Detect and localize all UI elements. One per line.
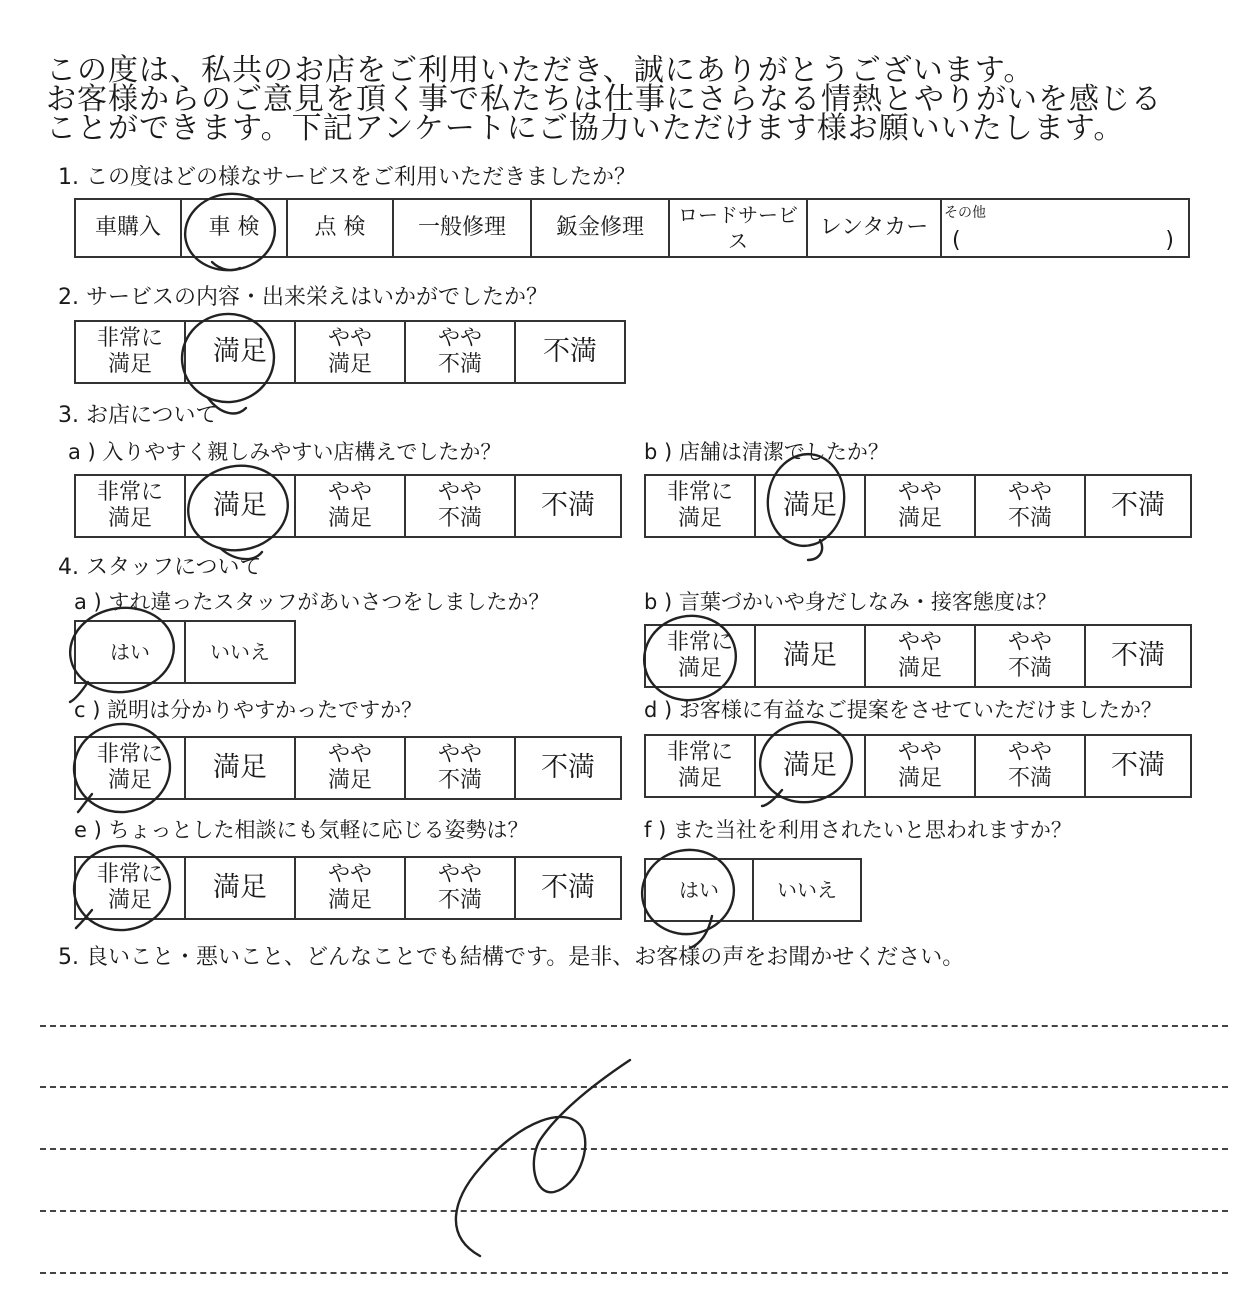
option-text: やや [897, 630, 942, 655]
stroke-mark [808, 540, 822, 560]
question-4d-label: d ) お客様に有益なご提案をさせていただけましたか？ [644, 698, 1162, 722]
option-yes[interactable]: はい [76, 622, 186, 682]
intro-text [46, 53, 1236, 146]
option-somewhat-dissatisfied[interactable] [976, 626, 1086, 686]
option-checkup[interactable]: 点 検 [288, 200, 394, 256]
question-3a-label: a ) 入りやすく親しみやすい店構えでしたか？ [68, 440, 502, 464]
option-text: 非常に [666, 740, 733, 765]
option-text: 不満 [1007, 506, 1052, 531]
option-rental-car[interactable]: レンタカー [808, 200, 942, 256]
option-dissatisfied[interactable]: 不満 [541, 752, 595, 783]
option-dissatisfied[interactable]: 不満 [543, 336, 597, 367]
option-text: 満足 [897, 506, 942, 531]
option-text: やや [327, 862, 372, 887]
question-3b-options [644, 474, 1192, 538]
option-somewhat-satisfied[interactable] [866, 736, 976, 796]
option-general-repair[interactable]: 一般修理 [394, 200, 532, 256]
option-text: 満足 [327, 888, 372, 913]
question-2-options [74, 320, 626, 384]
option-text: 非常に [666, 630, 733, 655]
option-somewhat-satisfied[interactable] [296, 476, 406, 536]
stroke-mark [456, 1060, 630, 1256]
option-text: やや [327, 326, 372, 351]
answer-line [40, 1086, 1228, 1088]
question-4b-options [644, 624, 1192, 688]
option-dissatisfied[interactable]: 不満 [1111, 750, 1165, 781]
option-somewhat-dissatisfied[interactable] [976, 476, 1086, 536]
option-text: 満足 [677, 506, 722, 531]
option-satisfied[interactable]: 満足 [186, 738, 296, 798]
option-text: 不満 [437, 768, 482, 793]
option-very-satisfied[interactable] [76, 322, 186, 382]
option-very-satisfied[interactable] [646, 476, 756, 536]
option-text: 満足 [327, 352, 372, 377]
question-4-title: 4. スタッフについて [58, 555, 262, 580]
other-close-paren: ) [1165, 228, 1174, 253]
question-5-title: 5. 良いこと・悪いこと、どんなことでも結構です。是非、お客様の声をお聞かせください。 [58, 945, 965, 970]
option-text: 満足 [327, 506, 372, 531]
question-3-title: 3. お店について [58, 403, 218, 428]
option-road-service[interactable]: ロードサービス [670, 200, 808, 256]
option-somewhat-dissatisfied[interactable] [406, 738, 516, 798]
option-satisfied[interactable]: 満足 [756, 626, 866, 686]
option-text: やや [1007, 630, 1052, 655]
question-4e-options [74, 856, 622, 920]
option-yes[interactable]: はい [646, 860, 754, 920]
option-text: やや [897, 740, 942, 765]
option-somewhat-dissatisfied[interactable] [406, 858, 516, 918]
question-2-title: 2. サービスの内容・出来栄えはいかがでしたか？ [58, 285, 548, 310]
option-text: やや [327, 742, 372, 767]
option-somewhat-dissatisfied[interactable] [406, 322, 516, 382]
stroke-mark [212, 262, 240, 270]
question-4a-label: a ) すれ違ったスタッフがあいさつをしましたか？ [74, 590, 550, 614]
option-no[interactable]: いいえ [210, 640, 270, 664]
question-4c-label: c ) 説明は分かりやすかったですか？ [74, 698, 423, 722]
option-text: 不満 [437, 352, 482, 377]
option-very-satisfied[interactable] [646, 626, 756, 686]
intro-line: お客様からのご意見を頂く事で私たちは仕事にさらなる情熱とやりがいを感じる [46, 82, 1162, 117]
option-dissatisfied[interactable]: 不満 [541, 872, 595, 903]
option-text: 非常に [96, 480, 163, 505]
option-satisfied[interactable]: 満足 [186, 322, 296, 382]
option-text: 不満 [437, 888, 482, 913]
option-text: 満足 [897, 656, 942, 681]
intro-line: この度は、私共のお店をご利用いただき、誠にありがとうございます。 [46, 53, 1035, 88]
question-3a-options [74, 474, 622, 538]
answer-line [40, 1025, 1228, 1027]
answer-line [40, 1148, 1228, 1150]
option-text: 非常に [96, 326, 163, 351]
option-text: 不満 [1007, 766, 1052, 791]
option-text: やや [437, 742, 482, 767]
option-text: 満足 [107, 768, 152, 793]
question-4a-options [74, 620, 296, 684]
option-dissatisfied[interactable]: 不満 [1111, 640, 1165, 671]
question-4f-label: f ) また当社を利用されたいと思われますか？ [644, 818, 1072, 842]
option-text: 非常に [96, 862, 163, 887]
option-text: やや [437, 862, 482, 887]
option-somewhat-dissatisfied[interactable] [406, 476, 516, 536]
option-text: 非常に [96, 742, 163, 767]
option-text: 満足 [677, 766, 722, 791]
option-dissatisfied[interactable]: 不満 [1111, 490, 1165, 521]
option-somewhat-satisfied[interactable] [296, 858, 406, 918]
option-other[interactable] [942, 200, 1188, 256]
question-4c-options [74, 736, 622, 800]
answer-line [40, 1272, 1228, 1274]
question-4b-label: b ) 言葉づかいや身だしなみ・接客態度は？ [644, 590, 1057, 614]
option-inspection[interactable]: 車 検 [182, 200, 288, 256]
question-1-title: 1. この度はどの様なサービスをご利用いただきましたか？ [58, 165, 636, 190]
option-text: 非常に [666, 480, 733, 505]
option-somewhat-dissatisfied[interactable] [976, 736, 1086, 796]
option-text: 満足 [107, 888, 152, 913]
option-somewhat-satisfied[interactable] [866, 476, 976, 536]
option-body-repair[interactable]: 鈑金修理 [532, 200, 670, 256]
option-somewhat-satisfied[interactable] [296, 322, 406, 382]
other-label: その他 [944, 205, 986, 221]
option-somewhat-satisfied[interactable] [866, 626, 976, 686]
other-open-paren: ( [952, 228, 961, 253]
option-satisfied[interactable]: 満足 [756, 736, 866, 796]
option-very-satisfied[interactable] [646, 736, 756, 796]
option-text: やや [897, 480, 942, 505]
option-very-satisfied[interactable] [76, 476, 186, 536]
option-text: 満足 [327, 768, 372, 793]
question-4e-label: e ) ちょっとした相談にも気軽に応じる姿勢は？ [74, 818, 529, 842]
question-1-options [74, 198, 1190, 258]
option-no[interactable]: いいえ [777, 878, 837, 902]
option-text: やや [437, 326, 482, 351]
option-text: 満足 [897, 766, 942, 791]
option-text: やや [1007, 740, 1052, 765]
option-text: 不満 [437, 506, 482, 531]
option-satisfied[interactable]: 満足 [186, 858, 296, 918]
option-satisfied[interactable]: 満足 [756, 476, 866, 536]
question-4d-options [644, 734, 1192, 798]
option-dissatisfied[interactable]: 不満 [541, 490, 595, 521]
option-text: やや [437, 480, 482, 505]
option-text: やや [1007, 480, 1052, 505]
option-text: 不満 [1007, 656, 1052, 681]
option-car-purchase[interactable]: 車購入 [76, 200, 182, 256]
intro-line: ことができます。下記アンケートにご協力いただけます様お願いいたします。 [46, 111, 1125, 146]
option-text: 満足 [677, 656, 722, 681]
answer-line [40, 1210, 1228, 1212]
option-text: やや [327, 480, 372, 505]
option-text: 満足 [107, 506, 152, 531]
option-text: 満足 [107, 352, 152, 377]
question-3b-label: b ) 店舗は清潔でしたか？ [644, 440, 889, 464]
option-very-satisfied[interactable] [76, 738, 186, 798]
option-somewhat-satisfied[interactable] [296, 738, 406, 798]
question-4f-options [644, 858, 862, 922]
option-very-satisfied[interactable] [76, 858, 186, 918]
option-satisfied[interactable]: 満足 [186, 476, 296, 536]
